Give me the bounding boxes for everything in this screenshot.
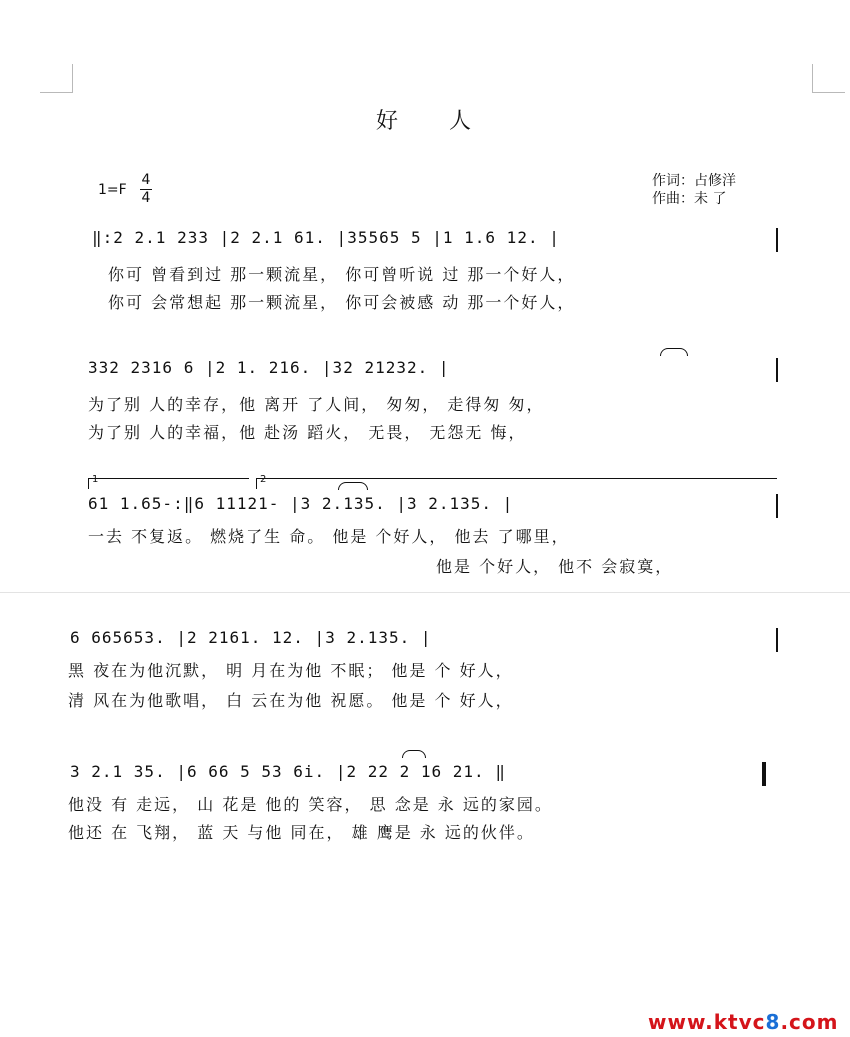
- lyric-row-2-verse-2: 为了别 人的幸福，他 赴汤 蹈火， 无畏， 无怨无 悔，: [88, 423, 527, 442]
- time-signature: [140, 172, 152, 207]
- watermark-tail: .com: [780, 1010, 839, 1034]
- key-signature: 1=F: [98, 182, 127, 198]
- volta-number-2: 2: [260, 474, 267, 485]
- tie-slur: [402, 750, 426, 758]
- watermark-digit: 8: [765, 1010, 781, 1034]
- lyric-row-1-verse-1: 你可 曾看到过 那一颗流星， 你可曾听说 过 那一个好人，: [108, 265, 576, 284]
- time-signature-top: 4: [141, 172, 151, 188]
- lyric-row-3-verse-2: 他是 个好人， 他不 会寂寞，: [436, 557, 674, 576]
- lyric-row-4-verse-1: 黑 夜在为他沉默， 明 月在为他 不眠； 他是 个 好人，: [68, 661, 514, 680]
- volta-number-1: 1: [92, 474, 99, 485]
- crop-mark-top-left: [40, 64, 73, 93]
- notation-row-2: 332 2316 6 |2 1. 216. |32 21232. |: [88, 358, 450, 377]
- watermark: [648, 1010, 838, 1034]
- final-barline: [762, 762, 766, 786]
- lyric-row-5-verse-1: 他没 有 走远， 山 花是 他的 笑容， 思 念是 永 远的家园。: [68, 795, 553, 814]
- composer-credit: 作曲：未 了: [652, 191, 727, 207]
- tie-slur: [338, 482, 368, 490]
- lyric-row-3-verse-1: 一去 不复返。 燃烧了生 命。 他是 个好人， 他去 了哪里，: [88, 527, 570, 546]
- page-break-line: [0, 592, 850, 593]
- time-signature-bottom: 4: [141, 190, 151, 206]
- notation-row-3: 61 1.65-:‖6 11121- |3 2.135. |3 2.135. |: [88, 494, 514, 513]
- barline: [776, 228, 778, 252]
- notation-row-1: ‖:2 2.1 233 |2 2.1 61. |35565 5 |1 1.6 12. |: [92, 228, 560, 247]
- watermark-main: www.ktvc: [648, 1010, 766, 1034]
- lyric-row-5-verse-2: 他还 在 飞翔， 蓝 天 与他 同在， 雄 鹰是 永 远的伙伴。: [68, 823, 535, 842]
- lyric-row-4-verse-2: 清 风在为他歌唱， 白 云在为他 祝愿。 他是 个 好人，: [68, 691, 514, 710]
- barline: [776, 494, 778, 518]
- crop-mark-top-right: [812, 64, 845, 93]
- song-title: 好 人: [376, 109, 493, 134]
- lyric-row-1-verse-2: 你可 会常想起 那一颗流星， 你可会被感 动 那一个好人，: [108, 293, 576, 312]
- tie-slur: [660, 348, 688, 356]
- barline: [776, 358, 778, 382]
- notation-row-5: 3 2.1 35. |6 66 5 53 6i. |2 22 2 16 21. ‖: [70, 762, 506, 781]
- lyricist-credit: 作词：占修洋: [652, 173, 736, 189]
- lyric-row-2-verse-1: 为了别 人的幸存，他 离开 了人间， 匆匆， 走得匆 匆，: [88, 395, 545, 414]
- notation-row-4: 6 665653. |2 2161. 12. |3 2.135. |: [70, 628, 432, 647]
- volta-bracket-2: [256, 478, 777, 489]
- volta-bracket-1: [88, 478, 249, 489]
- barline: [776, 628, 778, 652]
